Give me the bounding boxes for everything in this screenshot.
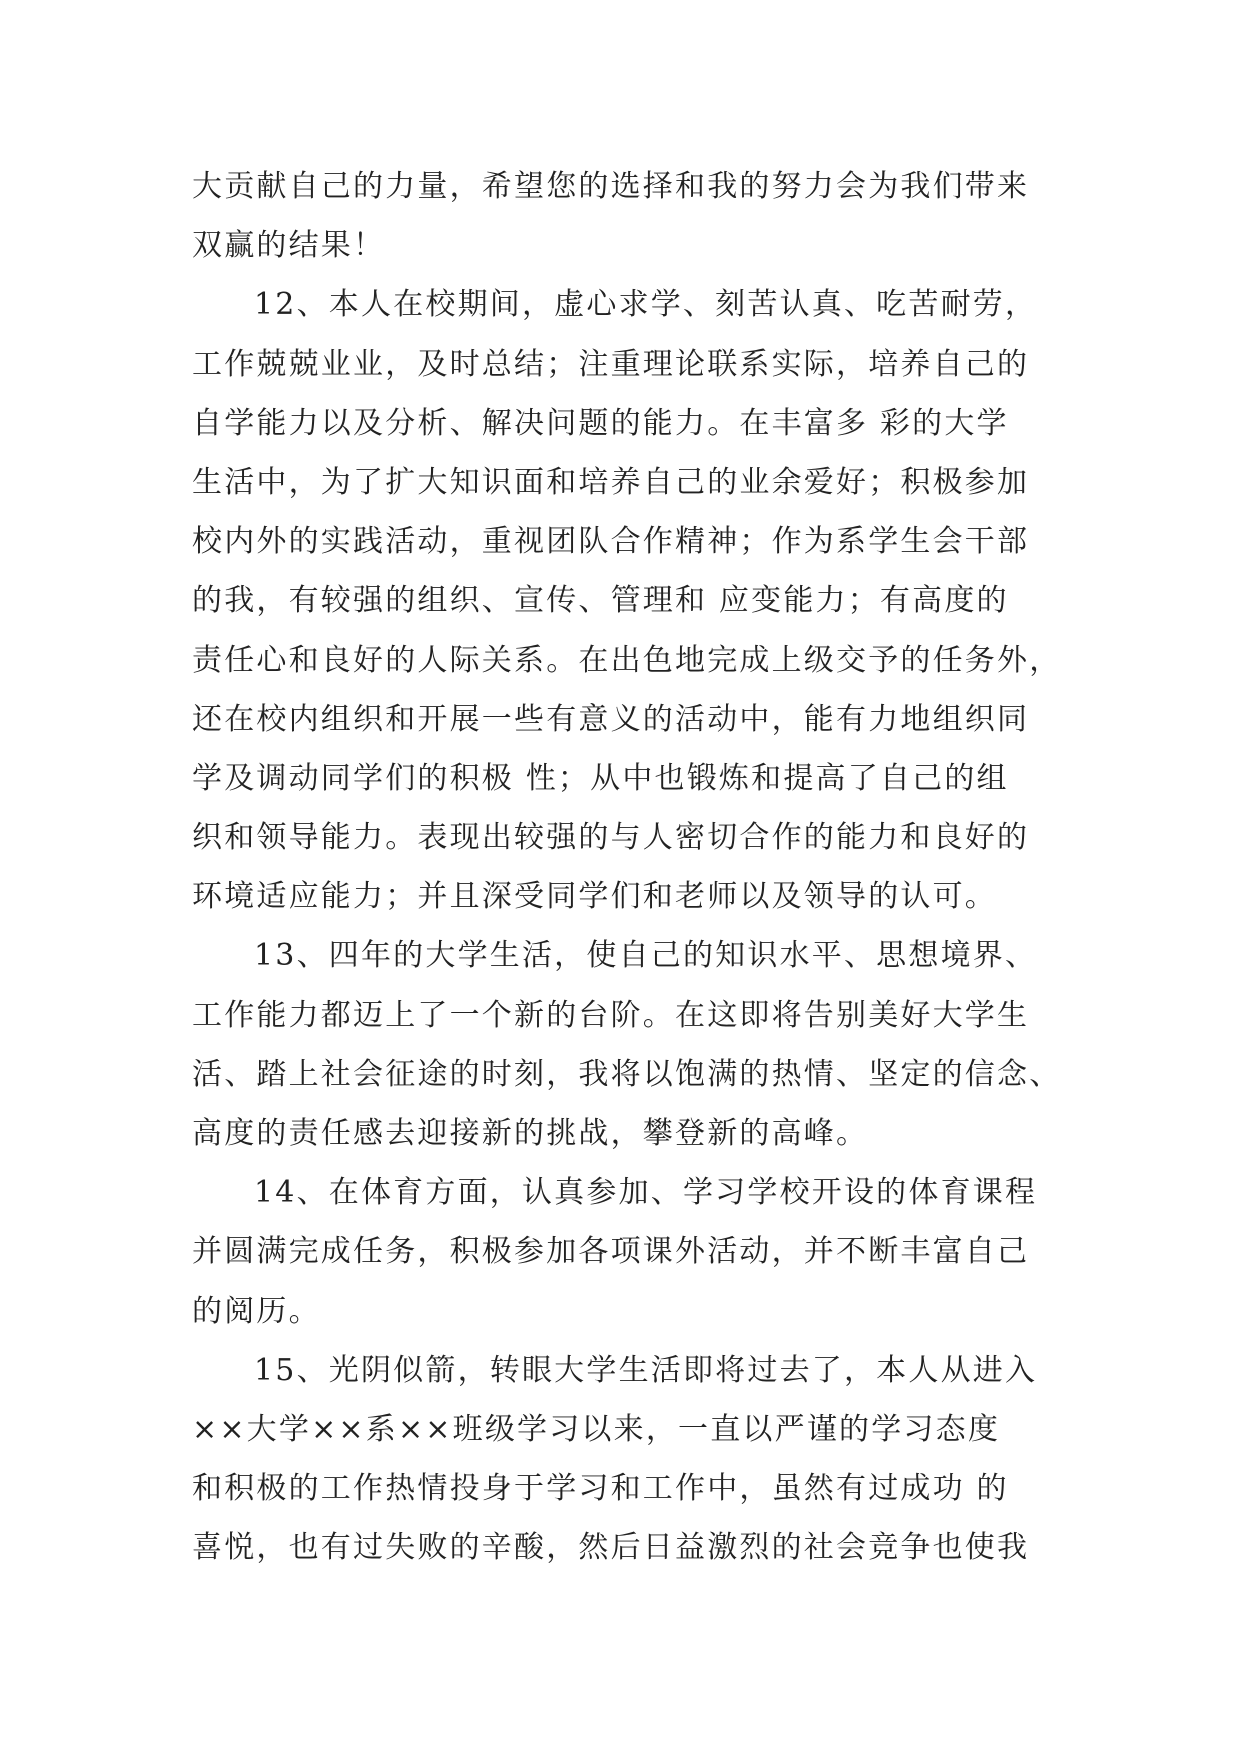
text-line: 双赢的结果！ bbox=[192, 228, 386, 264]
text-line: 责任心和良好的人际关系。在出色地完成上级交予的任务外， bbox=[192, 642, 1062, 678]
text-line: 喜悦，也有过失败的辛酸，然后日益激烈的社会竞争也使我 bbox=[192, 1530, 1030, 1566]
text-line: ××大学××系××班级学习以来，一直以严谨的学习态度 bbox=[192, 1411, 1001, 1447]
text-line: 工作兢兢业业，及时总结；注重理论联系实际，培养自己的 bbox=[192, 346, 1030, 382]
text-line: 还在校内组织和开展一些有意义的活动中，能有力地组织同 bbox=[192, 701, 1030, 737]
paragraph-13-start: 13、四年的大学生活，使自己的知识水平、思想境界、 bbox=[254, 938, 1038, 974]
text-line: 学及调动同学们的积极 性；从中也锻炼和提高了自己的组 bbox=[192, 760, 1009, 796]
text-line: 大贡献自己的力量，希望您的选择和我的努力会为我们带来 bbox=[192, 169, 1030, 204]
text-line: 的我，有较强的组织、宣传、管理和 应变能力；有高度的 bbox=[192, 583, 1009, 619]
text-line: 活、踏上社会征途的时刻，我将以饱满的热情、坚定的信念、 bbox=[192, 1056, 1062, 1092]
text-line: 自学能力以及分析、解决问题的能力。在丰富多 彩的大学 bbox=[192, 405, 1009, 441]
text-line: 织和领导能力。表现出较强的与人密切合作的能力和良好的 bbox=[192, 820, 1030, 856]
paragraph-15-start: 15、光阴似箭，转眼大学生活即将过去了，本人从进入 bbox=[254, 1352, 1038, 1388]
text-line: 生活中，为了扩大知识面和培养自己的业余爱好；积极参加 bbox=[192, 464, 1030, 500]
text-line: 的阅历。 bbox=[192, 1293, 321, 1329]
text-line: 环境适应能力；并且深受同学们和老师以及领导的认可。 bbox=[192, 879, 997, 915]
text-line: 高度的责任感去迎接新的挑战，攀登新的高峰。 bbox=[192, 1116, 869, 1151]
paragraph-12-start: 12、本人在校期间，虚心求学、刻苦认真、吃苦耐劳， bbox=[254, 287, 1038, 323]
paragraph-14-start: 14、在体育方面，认真参加、学习学校开设的体育课程 bbox=[254, 1175, 1038, 1211]
text-line: 并圆满完成任务，积极参加各项课外活动，并不断丰富自己 bbox=[192, 1234, 1030, 1270]
text-line: 和积极的工作热情投身于学习和工作中，虽然有过成功 的 bbox=[192, 1471, 1009, 1507]
document-body bbox=[192, 157, 1062, 1578]
text-line: 工作能力都迈上了一个新的台阶。在这即将告别美好大学生 bbox=[192, 997, 1030, 1033]
text-line: 校内外的实践活动，重视团队合作精神；作为系学生会干部 bbox=[192, 524, 1030, 560]
